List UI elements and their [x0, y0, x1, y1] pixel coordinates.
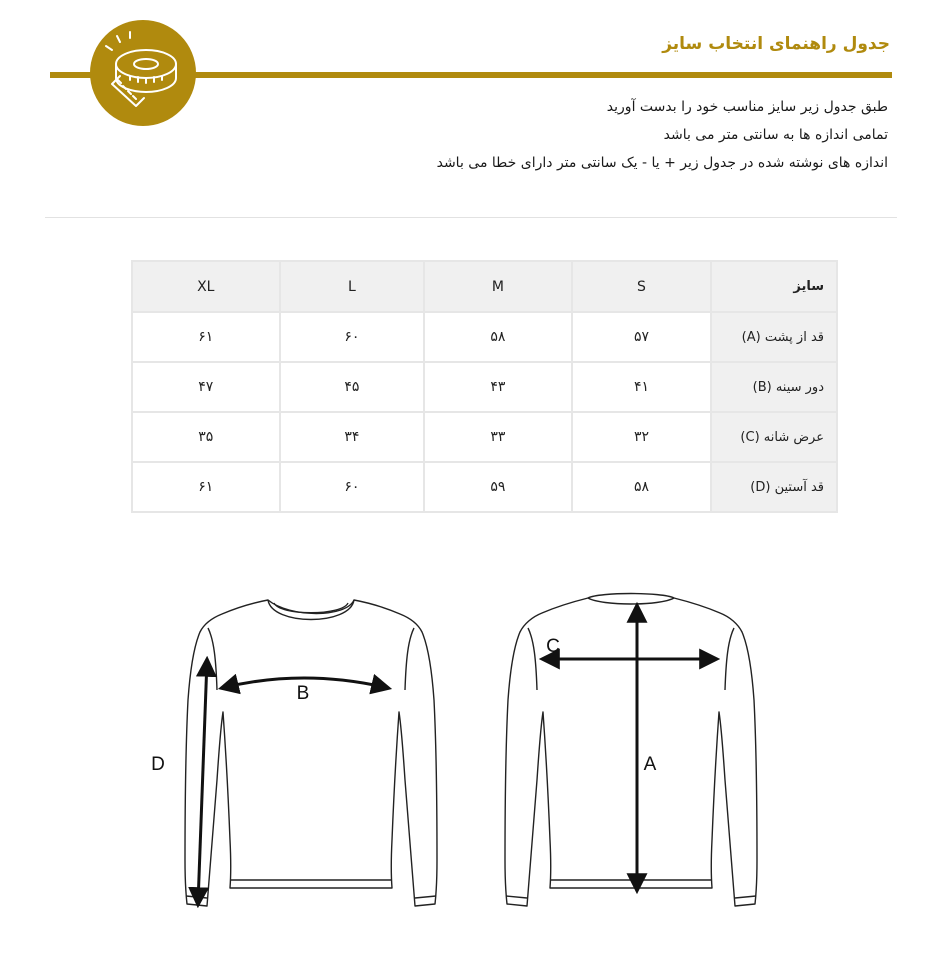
intro-text — [437, 93, 888, 177]
table-row — [132, 312, 837, 362]
table-cell: ۶۰ — [280, 462, 425, 512]
table-cell: ۵۸ — [572, 462, 712, 512]
section-divider — [45, 217, 897, 218]
label-b: B — [296, 683, 310, 704]
front-shirt-outline — [185, 600, 437, 906]
table-cell: ۴۵ — [280, 362, 425, 412]
table-cell: ۴۳ — [424, 362, 572, 412]
table-row — [132, 362, 837, 412]
table-cell: ۴۱ — [572, 362, 712, 412]
back-shirt-outline — [505, 594, 757, 907]
label-c: C — [546, 636, 560, 657]
column-header: XL — [132, 261, 280, 312]
sleeve-arrow — [198, 660, 207, 904]
table-cell: ۵۷ — [572, 312, 712, 362]
intro-line: طبق جدول زیر سایز مناسب خود را بدست آورید — [606, 99, 888, 115]
intro-line: اندازه های نوشته شده در جدول زیر + یا - یک سانتی متر دارای خطا می باشد — [436, 155, 888, 171]
table-cell: ۳۴ — [280, 412, 425, 462]
column-header: M — [424, 261, 572, 312]
row-label: دور سینه (B) — [711, 362, 837, 412]
measuring-tape-icon — [90, 20, 196, 126]
table-row — [132, 462, 837, 512]
table-cell: ۳۳ — [424, 412, 572, 462]
table-header-row — [132, 261, 837, 312]
table-cell: ۵۸ — [424, 312, 572, 362]
size-table — [131, 260, 838, 513]
row-label: عرض شانه (C) — [711, 412, 837, 462]
table-cell: ۳۵ — [132, 412, 280, 462]
intro-line: تمامی اندازه ها به سانتی متر می باشد — [663, 127, 888, 143]
label-a: A — [643, 754, 657, 775]
table-cell: ۳۲ — [572, 412, 712, 462]
row-label: قد از پشت (A) — [711, 312, 837, 362]
table-cell: ۶۰ — [280, 312, 425, 362]
column-header: L — [280, 261, 425, 312]
table-cell: ۴۷ — [132, 362, 280, 412]
label-d: D — [151, 754, 165, 775]
size-header-label: سایز — [711, 261, 837, 312]
table-cell: ۵۹ — [424, 462, 572, 512]
table-cell: ۶۱ — [132, 312, 280, 362]
row-label: قد آستین (D) — [711, 462, 837, 512]
table-cell: ۶۱ — [132, 462, 280, 512]
shirt-diagram — [0, 560, 942, 960]
measuring-tape-badge — [90, 20, 196, 126]
column-header: S — [572, 261, 712, 312]
page-title: جدول راهنمای انتخاب سایز — [662, 34, 890, 54]
table-row — [132, 412, 837, 462]
